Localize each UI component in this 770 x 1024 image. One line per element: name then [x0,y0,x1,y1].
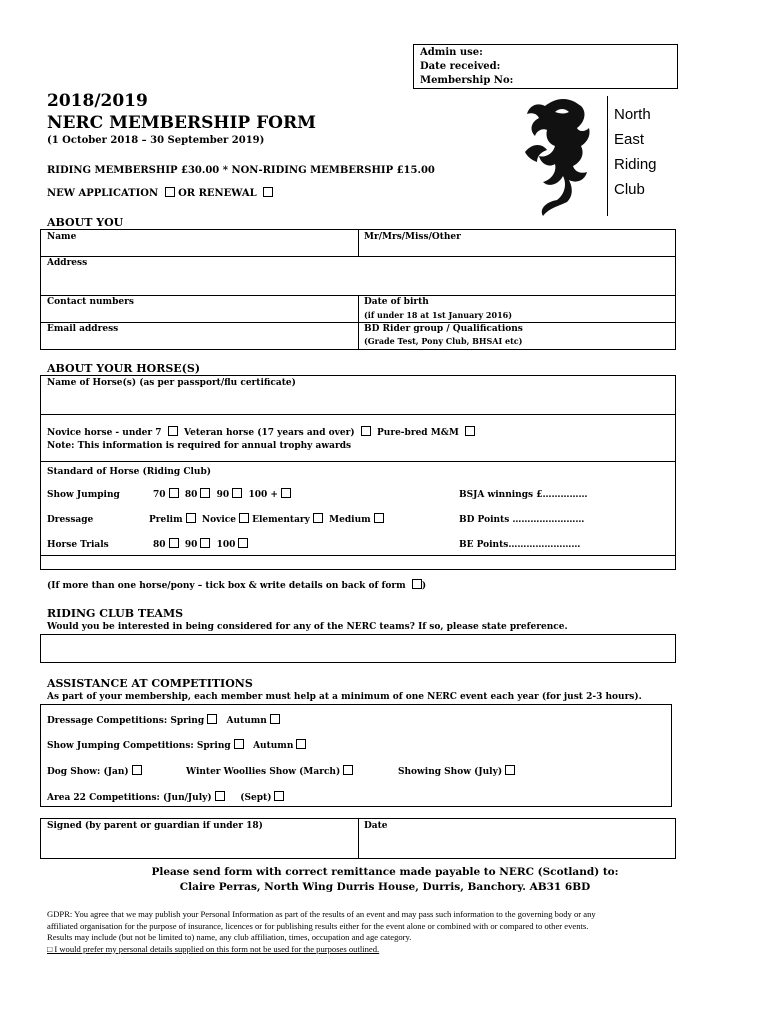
name-field[interactable]: Name [47,232,77,242]
dressage-label: Dressage [47,515,94,525]
membership-period: (1 October 2018 – 30 September 2019) [47,135,265,146]
medium-checkbox[interactable] [374,513,384,523]
signature-divider [358,818,359,859]
sj-spring-checkbox[interactable] [234,739,244,749]
novice-level-checkbox[interactable] [239,513,249,523]
showing-show-row [398,765,515,777]
novice-level-label: Novice [201,515,236,525]
date-received-label: Date received: [420,61,501,72]
area22-junjuly-checkbox[interactable] [215,791,225,801]
renewal-checkbox[interactable] [263,187,273,197]
veteran-horse-checkbox[interactable] [361,426,371,436]
horse-logo-svg [515,92,605,217]
winter-woollies-label: Winter Woollies Show (March) [186,767,341,777]
gdpr-statement [47,909,737,955]
veteran-horse-label: Veteran horse (17 years and over) [183,428,355,438]
new-application-label: NEW APPLICATION [47,188,159,199]
horse-name-field[interactable]: Name of Horse(s) (as per passport/flu certificate) [47,378,296,388]
gdpr-line-1: GDPR: You agree that we may publish your Personal Information as part of the results of an event and may pass such information to the governing body or any [47,909,596,919]
sj-comp-label: Show Jumping Competitions: Spring [47,741,231,751]
date-of-birth-note: (if under 18 at 1st January 2016) [364,310,512,320]
sj-100-checkbox[interactable] [281,488,291,498]
showing-show-checkbox[interactable] [505,765,515,775]
sj-90-label: 90 [216,490,230,500]
teams-question: Would you be interested in being considered for any of the NERC teams? If so, please state preference. [47,622,568,632]
sj-90-checkbox[interactable] [232,488,242,498]
novice-horse-label: Novice horse - under 7 [47,428,162,438]
horse-trials-options [153,538,248,550]
elementary-label: Elementary [252,515,310,525]
winter-woollies-checkbox[interactable] [343,765,353,775]
purebred-label: Pure-bred M&M [377,428,459,438]
assistance-intro: As part of your membership, each member must help at a minimum of one NERC event each year (for just 2-3 hours). [47,692,642,702]
be-points-field[interactable]: BE Points…………………… [459,540,581,550]
sj-autumn-checkbox[interactable] [296,739,306,749]
area22-sept-label: (Sept) [240,793,272,803]
date-of-birth-field[interactable]: Date of birth [364,297,429,307]
logo-club: Club [614,181,645,198]
standard-label: Standard of Horse (Riding Club) [47,467,212,477]
assistance-heading: ASSISTANCE AT COMPETITIONS [47,677,253,690]
horse-divider-2 [40,461,676,462]
logo-text [614,102,657,202]
sj-80-label: 80 [184,490,198,500]
area22-row [47,791,284,803]
about-you-heading: ABOUT YOU [47,216,124,229]
elementary-checkbox[interactable] [313,513,323,523]
title-field[interactable]: Mr/Mrs/Miss/Other [364,232,461,242]
dressage-spring-checkbox[interactable] [207,714,217,724]
show-jumping-label: Show Jumping [47,490,120,500]
ht-100-label: 100 [216,540,236,550]
sj-autumn-label: Autumn [253,741,294,751]
area22-label: Area 22 Competitions: (Jun/July) [47,793,212,803]
signature-field[interactable]: Signed (by parent or guardian if under 18) [47,821,263,831]
more-horses-row [47,579,426,591]
dressage-autumn-checkbox[interactable] [270,714,280,724]
logo-riding: Riding [614,156,657,173]
admin-use-label: Admin use: [420,47,483,58]
sj-100-label: 100 + [248,490,278,500]
dressage-autumn-label: Autumn [226,716,267,726]
area22-sept-checkbox[interactable] [274,791,284,801]
winter-woollies-row [186,765,353,777]
gdpr-line-2: affiliated organisation for the purpose of insurance, licences or for publishing results either for the event alone or combined with or compared to other events. [47,920,589,931]
prelim-label: Prelim [149,515,183,525]
application-type [47,187,273,199]
email-address-field[interactable]: Email address [47,324,119,334]
bd-rider-note: (Grade Test, Pony Club, BHSAI etc) [364,336,523,346]
send-instructions: Please send form with correct remittance made payable to NERC (Scotland) to: [151,866,619,878]
dog-show-row [47,765,142,777]
form-title: NERC MEMBERSHIP FORM [47,113,316,133]
send-address: Claire Perras, North Wing Durris House, Durris, Banchory. AB31 6BD [179,881,591,893]
about-you-vdivider-2 [358,295,359,350]
purebred-checkbox[interactable] [465,426,475,436]
signature-date-field[interactable]: Date [364,821,388,831]
logo-north: North [614,106,651,123]
dog-show-checkbox[interactable] [132,765,142,775]
dog-show-label: Dog Show: (Jan) [47,767,129,777]
horse-trials-label: Horse Trials [47,540,109,550]
dressage-comp-row [47,714,280,726]
prelim-checkbox[interactable] [186,513,196,523]
teams-heading: RIDING CLUB TEAMS [47,607,184,620]
form-year: 2018/2019 [47,91,148,111]
contact-numbers-field[interactable]: Contact numbers [47,297,134,307]
showing-show-label: Showing Show (July) [398,767,503,777]
sj-comp-row [47,739,306,751]
medium-label: Medium [329,515,371,525]
bd-points-field[interactable]: BD Points …………………… [459,515,585,525]
logo-divider [607,96,608,216]
gdpr-optout-checkbox[interactable]: □ I would prefer my personal details supplied on this form not be used for the purposes outlined. [47,943,380,954]
ht-100-checkbox[interactable] [238,538,248,548]
address-field[interactable]: Address [47,258,88,268]
sj-70-checkbox[interactable] [169,488,179,498]
show-jumping-options [153,488,291,500]
horse-divider-1 [40,414,676,415]
novice-horse-checkbox[interactable] [168,426,178,436]
horse-logo-image [515,92,605,217]
dressage-comp-label: Dressage Competitions: Spring [47,716,205,726]
sj-80-checkbox[interactable] [200,488,210,498]
ht-80-label: 80 [153,540,166,550]
sj-70-label: 70 [153,490,166,500]
trophy-note: Note: This information is required for annual trophy awards [47,441,352,451]
gdpr-line-3: Results may include (but not be limited to) name, any club affiliation, times, occupation and age category. [47,932,412,942]
about-you-vdivider-1 [358,229,359,256]
horse-category-row [47,426,475,438]
more-horses-label: (If more than one horse/pony – tick box & write details on back of form [47,581,406,591]
more-horses-close: ) [421,581,427,591]
logo-east: East [614,131,645,148]
ht-90-checkbox[interactable] [200,538,210,548]
bsja-winnings-field[interactable]: BSJA winnings £…………… [459,490,588,500]
about-horse-heading: ABOUT YOUR HORSE(S) [47,362,201,375]
bd-rider-field[interactable]: BD Rider group / Qualifications [364,324,523,334]
new-application-checkbox[interactable] [165,187,175,197]
about-you-divider-1 [40,256,676,257]
membership-prices: RIDING MEMBERSHIP £30.00 * NON-RIDING MEMBERSHIP £15.00 [47,165,435,176]
ht-90-label: 90 [184,540,198,550]
membership-no-label: Membership No: [420,75,514,86]
more-horses-checkbox[interactable] [412,579,422,589]
dressage-options [149,513,384,525]
horse-divider-3 [40,555,676,556]
or-renewal-label: OR RENEWAL [178,188,257,199]
ht-80-checkbox[interactable] [169,538,179,548]
teams-preference-field[interactable] [40,634,676,663]
